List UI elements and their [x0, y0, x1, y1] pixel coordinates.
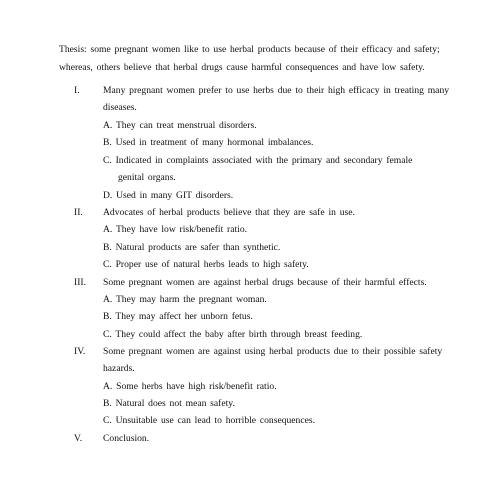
- section-i-item-c-line-1: C. Indicated in complaints associated with the primary and secondary female: [103, 155, 413, 166]
- section-numeral-ii: II.: [74, 207, 83, 218]
- section-i-item-d: D. Used in many GIT disorders.: [103, 190, 234, 201]
- thesis-line-1: Thesis: some pregnant women like to use herbal products because of their efficacy and safety;: [59, 44, 440, 55]
- section-iii-item-b: B. They may affect her unborn fetus.: [103, 311, 253, 322]
- section-i-item-b: B. Used in treatment of many hormonal imbalances.: [103, 137, 314, 148]
- section-iv-item-b: B. Natural does not mean safety.: [103, 398, 235, 409]
- section-iii-item-c: C. They could affect the baby after birth through breast feeding.: [103, 329, 363, 340]
- section-i-heading-line-2: diseases.: [103, 102, 137, 113]
- section-numeral-i: I.: [74, 85, 80, 96]
- section-iv-heading-line-2: hazards.: [103, 363, 135, 374]
- section-iv-heading-line-1: Some pregnant women are against using herbal products due to their possible safety: [103, 346, 443, 357]
- section-numeral-v: V.: [74, 433, 83, 444]
- section-iii-item-a: A. They may harm the pregnant woman.: [103, 294, 267, 305]
- section-ii-item-b: B. Natural products are safer than synthetic.: [103, 242, 281, 253]
- section-numeral-iii: III.: [74, 277, 86, 288]
- section-i-item-a: A. They can treat menstrual disorders.: [103, 120, 257, 131]
- section-iv-item-a: A. Some herbs have high risk/benefit ratio.: [103, 381, 277, 392]
- section-iii-heading: Some pregnant women are against herbal drugs because of their harmful effects.: [103, 277, 427, 288]
- section-v-heading: Conclusion.: [103, 433, 150, 444]
- section-ii-item-a: A. They have low risk/benefit ratio.: [103, 224, 248, 235]
- section-ii-heading: Advocates of herbal products believe that they are safe in use.: [103, 207, 355, 218]
- thesis-line-2: whereas, others believe that herbal drugs cause harmful consequences and have low safety.: [59, 62, 425, 73]
- section-i-item-c-line-2: genital organs.: [118, 172, 176, 183]
- section-ii-item-c: C. Proper use of natural herbs leads to high safety.: [103, 259, 309, 270]
- section-iv-item-c: C. Unsuitable use can lead to horrible consequences.: [103, 415, 316, 426]
- section-i-heading-line-1: Many pregnant women prefer to use herbs due to their high efficacy in treating many: [103, 85, 450, 96]
- section-numeral-iv: IV.: [74, 346, 86, 357]
